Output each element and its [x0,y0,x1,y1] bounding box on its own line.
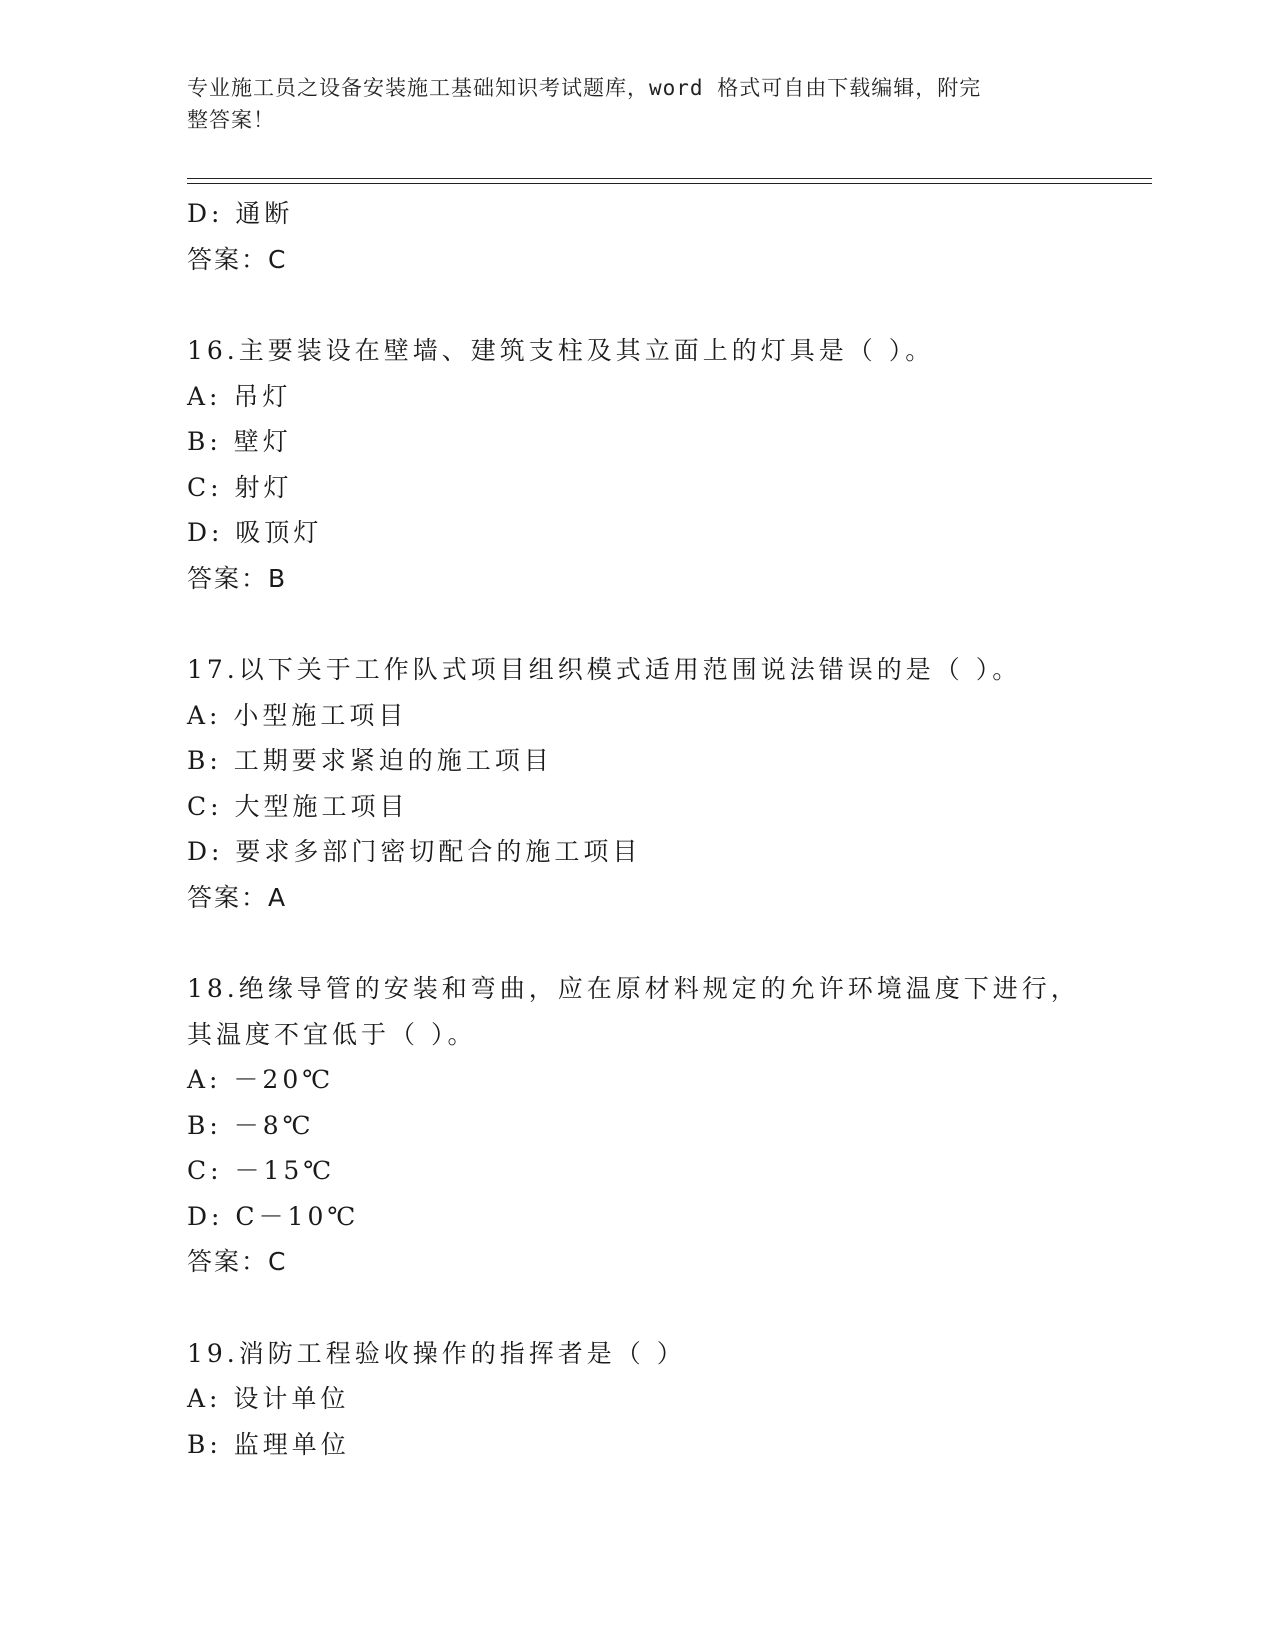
spacer [187,920,1147,966]
question-19-option-a: A: 设计单位 [187,1384,350,1413]
question-18-option-a: A: －20℃ [187,1065,335,1094]
question-18-option-b: B: －8℃ [187,1110,315,1140]
question-16-answer: 答案：B [187,563,288,593]
question-16-stem: 16.主要装设在壁墙、建筑支柱及其立面上的灯具是（ ）。 [187,336,935,365]
question-17-option-d: D: 要求多部门密切配合的施工项目 [187,837,642,866]
question-16-option-b: B: 壁灯 [187,427,292,456]
question-17-answer: 答案：A [187,882,288,912]
header-divider-bottom [187,183,1152,184]
question-16-option-c: C: 射灯 [187,472,293,502]
spacer [187,1285,1147,1331]
spacer [187,282,1147,328]
question-18-stem-line-2: 其温度不宜低于（ ）。 [187,1019,477,1049]
question-17-option-c: C: 大型施工项目 [187,791,409,821]
question-18-option-d: D: C－10℃ [187,1201,360,1231]
question-list [187,191,1147,1467]
header-title-line-1: 专业施工员之设备安装施工基础知识考试题库，word 格式可自由下载编辑，附完 [187,76,982,100]
question-16-option-a: A: 吊灯 [187,381,292,411]
header-divider-top [187,178,1152,179]
prev-question-option-d: D: 通断 [187,199,294,228]
question-17-stem: 17.以下关于工作队式项目组织模式适用范围说法错误的是（ ）。 [187,655,1022,684]
question-19-stem: 19.消防工程验收操作的指挥者是（ ） [187,1338,686,1368]
prev-question-answer: 答案：C [187,244,288,274]
question-17-option-b: B: 工期要求紧迫的施工项目 [187,746,553,775]
spacer [187,601,1147,647]
question-18-stem-line-1: 18.绝缘导管的安装和弯曲，应在原材料规定的允许环境温度下进行， [187,974,1080,1003]
header-title-line-2: 整答案！ [187,108,275,132]
question-18-option-c: C: －15℃ [187,1156,336,1185]
question-16-option-d: D: 吸顶灯 [187,518,323,547]
question-19-option-b: B: 监理单位 [187,1429,350,1459]
page-header [187,72,1067,136]
question-18-answer: 答案：C [187,1247,288,1276]
question-17-option-a: A: 小型施工项目 [187,700,408,730]
